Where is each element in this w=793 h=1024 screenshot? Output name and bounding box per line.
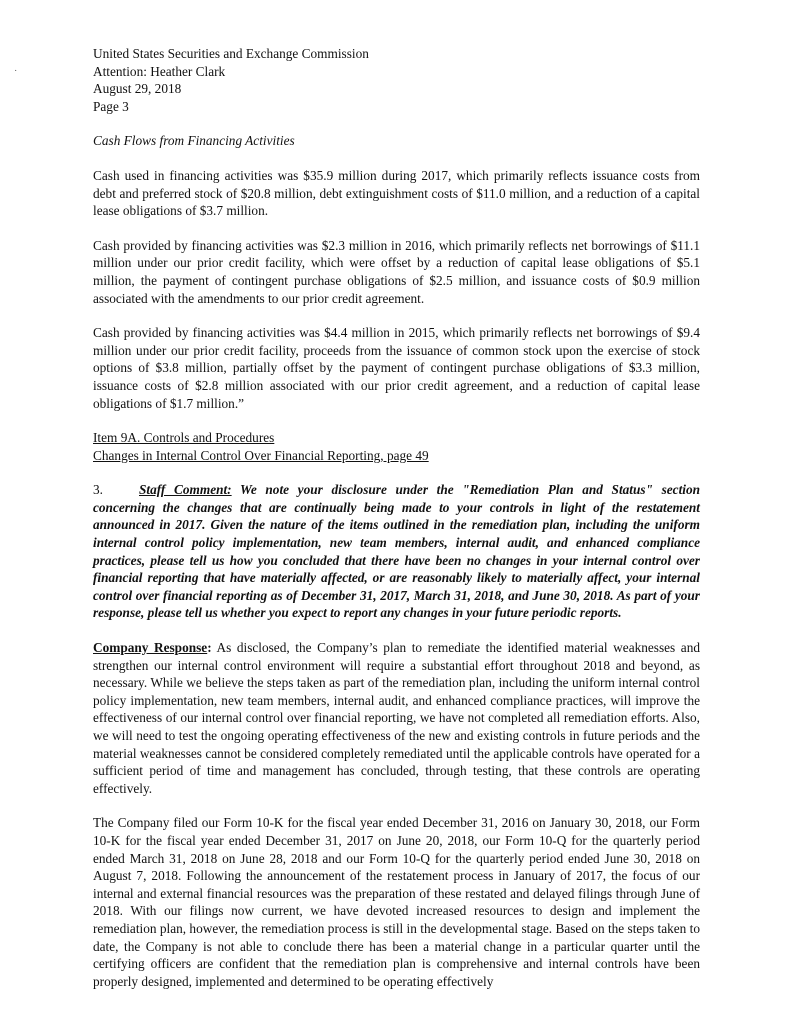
item-heading: [93, 429, 700, 464]
company-response: [93, 639, 700, 797]
letter-page: [93, 45, 700, 990]
item-title: Item 9A. Controls and Procedures: [93, 430, 275, 446]
company-response-colon: :: [207, 640, 212, 656]
section-heading: Cash Flows from Financing Activities: [93, 133, 295, 149]
comment-number: 3.: [93, 482, 103, 498]
letter-header: [93, 45, 700, 115]
recipient-agency: United States Securities and Exchange Commission: [93, 46, 369, 61]
letter-date: August 29, 2018: [93, 81, 182, 97]
attention-line: Attention: Heather Clark: [93, 63, 226, 79]
staff-comment-label: Staff Comment:: [139, 482, 232, 498]
margin-mark: ˙: [14, 69, 18, 80]
company-response-text: As disclosed, the Company’s plan to remediate the identified material weaknesses and strengthen our internal control environment will require a substantial effort throughout 2018 and beyond, as necessary. While we believe the steps taken as part of the remediation plan, including the uniform internal control policy implementation, new team members, internal audit, and enhanced compliance practices, will improve the effectiveness of our internal control over financial reporting, we have not completed all remediation efforts. Also, we will need to test the ongoing operating effectiveness of the new and existing controls in future periods and the material weaknesses cannot be considered completely remediated until the applicable controls have operated for a sufficient period of time and management has concluded, through testing, that these controls are operating effectively.: [93, 640, 701, 796]
staff-comment: [93, 481, 700, 622]
page-number: Page 3: [93, 98, 129, 114]
filings-paragraph: The Company filed our Form 10-K for the fiscal year ended December 31, 2016 on January 30, 2018, our Form 10-K for the fiscal year ended December 31, 2017 on June 20, 2018, our Form 10-Q for the quarterly period ended March 31, 2018 on June 28, 2018 and our Form 10-Q for the quarterly period ended June 30, 2018 on August 7, 2018. Following the announcement of the restatement process in January of 2017, the focus of our internal and external financial resources was the preparation of these restated and delayed filings through June of 2018. With our filings now current, we have devoted increased resources to design and implement the remediation plan, however, the remediation process is still in the developmental stage. Based on the steps taken to date, the Company is not able to conclude there has been a material change in a particular quarter until the certifying officers are confident that the remediation plan is comprehensive and internal controls have been properly designed, implemented and determined to be operating effectively: [93, 815, 700, 989]
item-subtitle: Changes in Internal Control Over Financial Reporting, page 49: [93, 447, 429, 463]
company-response-label: Company Response: [93, 640, 208, 656]
paragraph-2015: Cash provided by financing activities was $4.4 million in 2015, which primarily reflects net borrowings of $9.4 million under our prior credit facility, proceeds from the issuance of common stock upon the exercise of stock options of $3.8 million, partially offset by the payment of contingent purchase obligations of $3.3 million, issuance costs of $2.8 million associated with our prior credit agreement, and a reduction of capital lease obligations of $1.7 million.”: [93, 325, 700, 411]
paragraph-2016: Cash provided by financing activities was $2.3 million in 2016, which primarily reflects net borrowings of $11.1 million under our prior credit facility, which were offset by a reduction of capital lease obligations of $5.1 million, the payment of contingent purchase obligations of $2.5 million, and issuance costs of $0.9 million associated with the amendments to our prior credit agreement.: [93, 237, 700, 306]
paragraph-2017: Cash used in financing activities was $35.9 million during 2017, which primarily reflects issuance costs from debt and preferred stock of $20.8 million, debt extinguishment costs of $11.0 million, and a reduction of a capital lease obligations of $3.7 million.: [93, 167, 700, 219]
staff-comment-text: We note your disclosure under the "Remediation Plan and Status" section concerning the changes that are continually being made to your controls in light of the restatement announced in 2017. Given the nature of the items outlined in the remediation plan, including the uniform internal control policy implementation, new team members, internal audit, and enhanced compliance practices, please tell us how you concluded that there have been no changes in your internal control over financial reporting that have materially affected, or are reasonably likely to materially affect, your internal control over financial reporting as of December 31, 2017, March 31, 2018, and June 30, 2018. As part of your response, please tell us whether you expect to report any changes in your future periodic reports.: [93, 482, 700, 621]
